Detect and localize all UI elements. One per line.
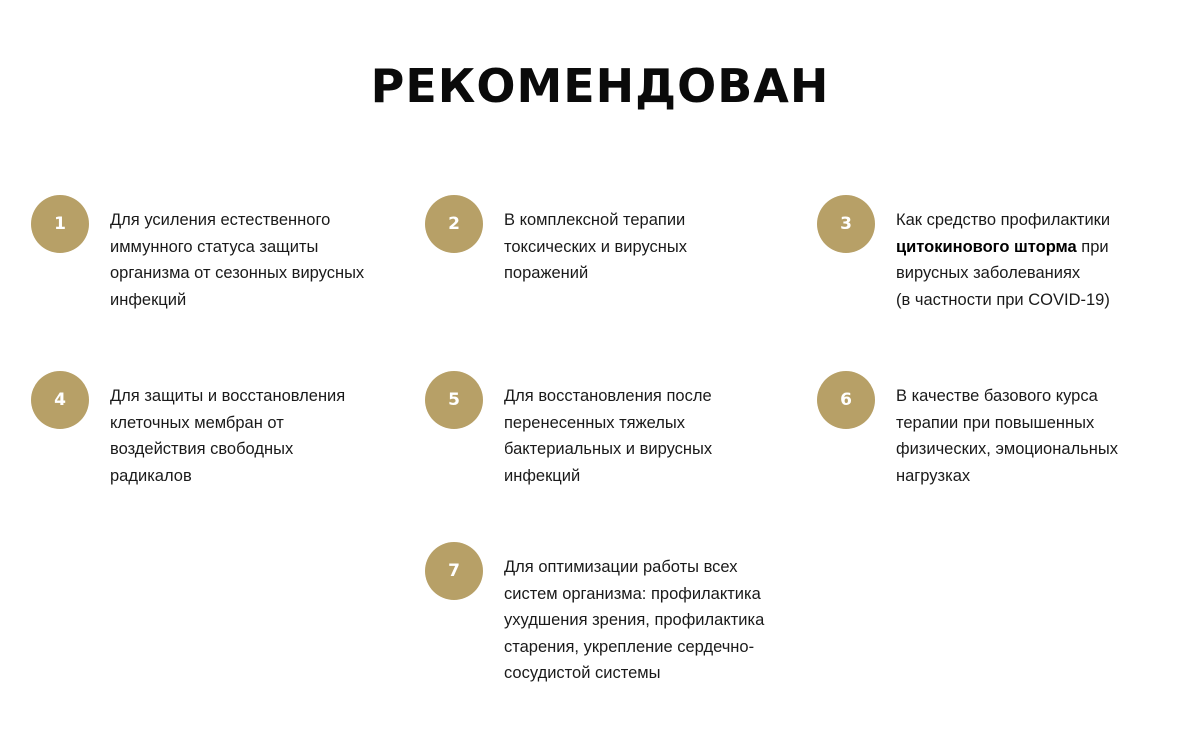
- page-title: РЕКОМЕНДОВАН: [370, 59, 830, 113]
- recommendation-text-4: [110, 383, 400, 489]
- text-fragment: при: [1076, 237, 1109, 256]
- text-line: воздействия свободных: [110, 440, 294, 458]
- text-line: Как средство профилактики: [896, 211, 1111, 229]
- text-line: нагрузках: [896, 466, 971, 485]
- recommendation-item-3: [817, 195, 1157, 345]
- recommendation-item-1: [31, 195, 371, 345]
- recommendation-item-4: [31, 371, 371, 521]
- text-line: бактериальных и вирусных: [504, 440, 713, 458]
- recommendation-item-2: [425, 195, 765, 345]
- text-line: старения, укрепление сердечно-: [504, 637, 755, 656]
- number-badge-3: 3: [817, 195, 875, 253]
- recommendation-text-6: [896, 383, 1186, 489]
- text-line: вирусных заболеваниях: [896, 264, 1081, 282]
- recommendation-text-7: [504, 554, 794, 687]
- emphasis-text: цитокинового шторма: [896, 237, 1077, 256]
- number-badge-4: 4: [31, 371, 89, 429]
- text-line: организма от сезонных вирусных: [110, 264, 365, 282]
- recommendation-text-3: [896, 207, 1186, 313]
- text-line: Для оптимизации работы всех: [504, 558, 738, 576]
- text-line: Для защиты и восстановления: [110, 387, 346, 405]
- recommendation-item-6: [817, 371, 1157, 521]
- text-line: иммунного статуса защиты: [110, 237, 319, 256]
- recommendation-item-7: [425, 542, 765, 692]
- text-line: (в частности при COVID-19): [896, 290, 1110, 309]
- number-badge-2: 2: [425, 195, 483, 253]
- text-line: физических, эмоциональных: [896, 440, 1118, 458]
- number-badge-6: 6: [817, 371, 875, 429]
- recommendation-text-2: [504, 207, 794, 287]
- recommendation-item-5: [425, 371, 765, 521]
- number-badge-1: 1: [31, 195, 89, 253]
- text-line-with-emphasis: [896, 234, 1186, 261]
- number-badge-5: 5: [425, 371, 483, 429]
- text-line: ухудшения зрения, профилактика: [504, 611, 765, 629]
- text-line: токсических и вирусных: [504, 237, 688, 256]
- recommendation-text-5: [504, 383, 794, 489]
- text-line: систем организма: профилактика: [504, 584, 761, 603]
- text-line: Для восстановления после: [504, 387, 712, 405]
- text-line: Для усиления естественного: [110, 211, 331, 229]
- text-line: поражений: [504, 264, 589, 282]
- text-line: В комплексной терапии: [504, 211, 686, 229]
- text-line: сосудистой системы: [504, 664, 661, 682]
- text-line: инфекций: [504, 466, 581, 485]
- text-line: радикалов: [110, 466, 192, 485]
- text-line: клеточных мембран от: [110, 413, 284, 432]
- recommendation-text-1: [110, 207, 400, 313]
- number-badge-7: 7: [425, 542, 483, 600]
- text-line: терапии при повышенных: [896, 413, 1095, 432]
- text-line: В качестве базового курса: [896, 387, 1098, 405]
- text-line: перенесенных тяжелых: [504, 413, 685, 432]
- text-line: инфекций: [110, 290, 187, 309]
